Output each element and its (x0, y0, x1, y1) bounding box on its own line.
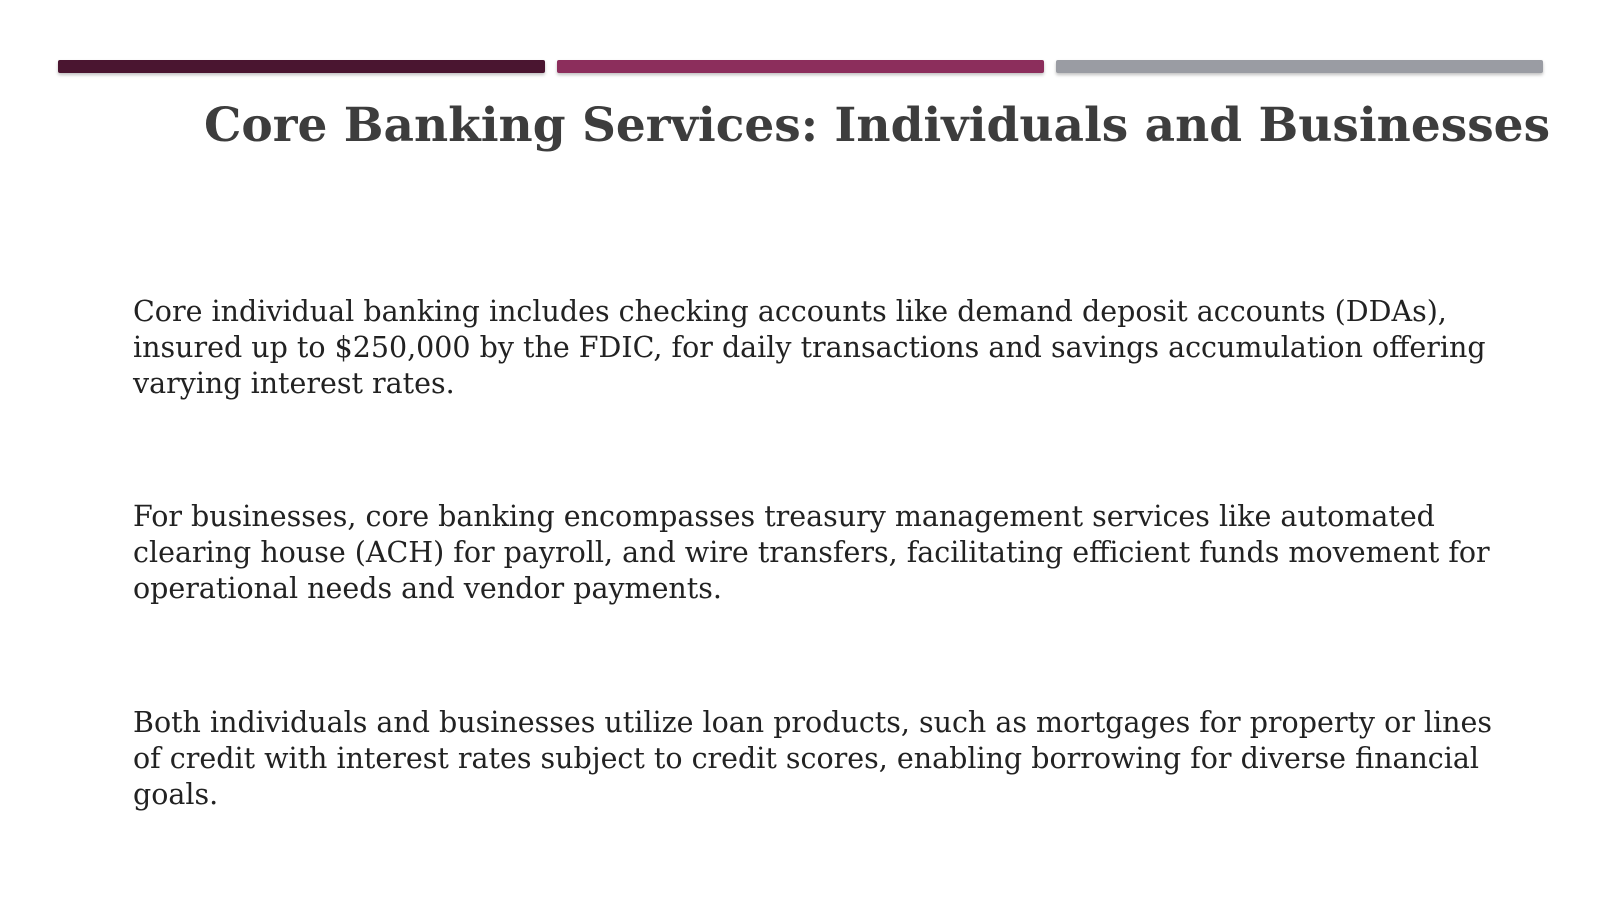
slide-title: Core Banking Services: Individuals and Businesses (204, 98, 1551, 153)
paragraph-loan-products: Both individuals and businesses utilize loan products, such as mortgages for property or lines of credit with interest rates subject to credit scores, enabling borrowing for diverse financial goals. (133, 706, 1492, 811)
accent-bar-dark (58, 60, 545, 73)
accent-bar-gray (1056, 60, 1543, 73)
paragraph-individual-banking: Core individual banking includes checking accounts like demand deposit accounts (DDAs), insured up to $250,000 by the FDIC, for daily transactions and savings accumulation offering varying interest rates. (133, 295, 1486, 400)
accent-bar-magenta (557, 60, 1044, 73)
paragraph-business-banking: For businesses, core banking encompasses treasury management services like automated clearing house (ACH) for payroll, and wire transfers, facilitating efficient funds movement for operational needs and vendor payments. (133, 500, 1490, 605)
